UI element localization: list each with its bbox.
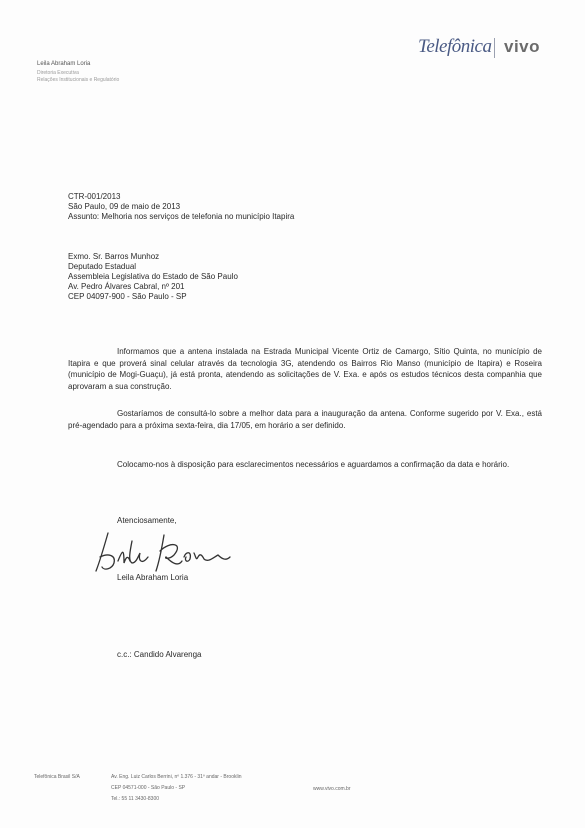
footer-company: Telefônica Brasil S/A <box>34 774 80 780</box>
body-paragraph-1: Informamos que a antena instalada na Estrada Municipal Vicente Ortiz de Camargo, Sítio Quinta, no município de Itapira e que proverá sinal celular através da tecnologia 3G, atendendo os Bairros Rio Manso (município de Itapira) e Roseira (município de Mogi-Guaçu), já está pronta, atendendo as solicitações de V. Exa. e após os estudos técnicos desta companhia que aprovaram a sua construção. <box>68 347 542 391</box>
footer-postal-code: CEP 04571-000 - São Paulo - SP <box>111 785 186 791</box>
body-paragraph-3: Colocamo-nos à disposição para esclarecimentos necessários e aguardamos a confirmação da data e horário. <box>117 460 510 469</box>
sender-division: Relações Institucionais e Regulatório <box>37 77 120 83</box>
reference-code: CTR-001/2013 <box>68 192 121 201</box>
footer-website: www.vivo.com.br <box>313 786 351 792</box>
recipient-address: Av. Pedro Álvares Cabral, nº 201 <box>68 282 185 291</box>
carbon-copy: c.c.: Candido Alvarenga <box>117 650 202 659</box>
closing-salutation: Atenciosamente, <box>117 516 177 525</box>
telefonica-logo: Telefônica <box>418 36 492 57</box>
recipient-name: Exmo. Sr. Barros Munhoz <box>68 252 160 261</box>
footer-phone: Tel.: 55 11 3430-8300 <box>111 796 160 802</box>
vivo-logo: vivo <box>504 37 541 56</box>
sender-department: Diretoria Executiva <box>37 70 79 76</box>
sender-name: Leila Abraham Loria <box>37 61 91 67</box>
letter-date: São Paulo, 09 de maio de 2013 <box>68 202 181 211</box>
recipient-title: Deputado Estadual <box>68 262 137 271</box>
recipient-organization: Assembleia Legislativa do Estado de São Paulo <box>68 272 238 281</box>
logo-divider <box>494 38 495 58</box>
body-paragraph-2: Gostaríamos de consultá-lo sobre a melhor data para a inauguração da antena. Conforme sugerido por V. Exa., está pré-agendado para a próxima sexta-feira, dia 17/05, em horário a ser definido. <box>68 409 542 430</box>
footer-address: Av. Eng. Luiz Carlos Berrini, nº 1.376 - 31º andar - Brooklin <box>111 774 242 780</box>
handwritten-signature <box>94 527 234 575</box>
letter-subject: Assunto: Melhoria nos serviços de telefonia no município Itapira <box>68 212 295 221</box>
signer-name: Leila Abraham Loria <box>117 573 189 582</box>
recipient-postal-code: CEP 04097-900 - São Paulo - SP <box>68 292 187 301</box>
